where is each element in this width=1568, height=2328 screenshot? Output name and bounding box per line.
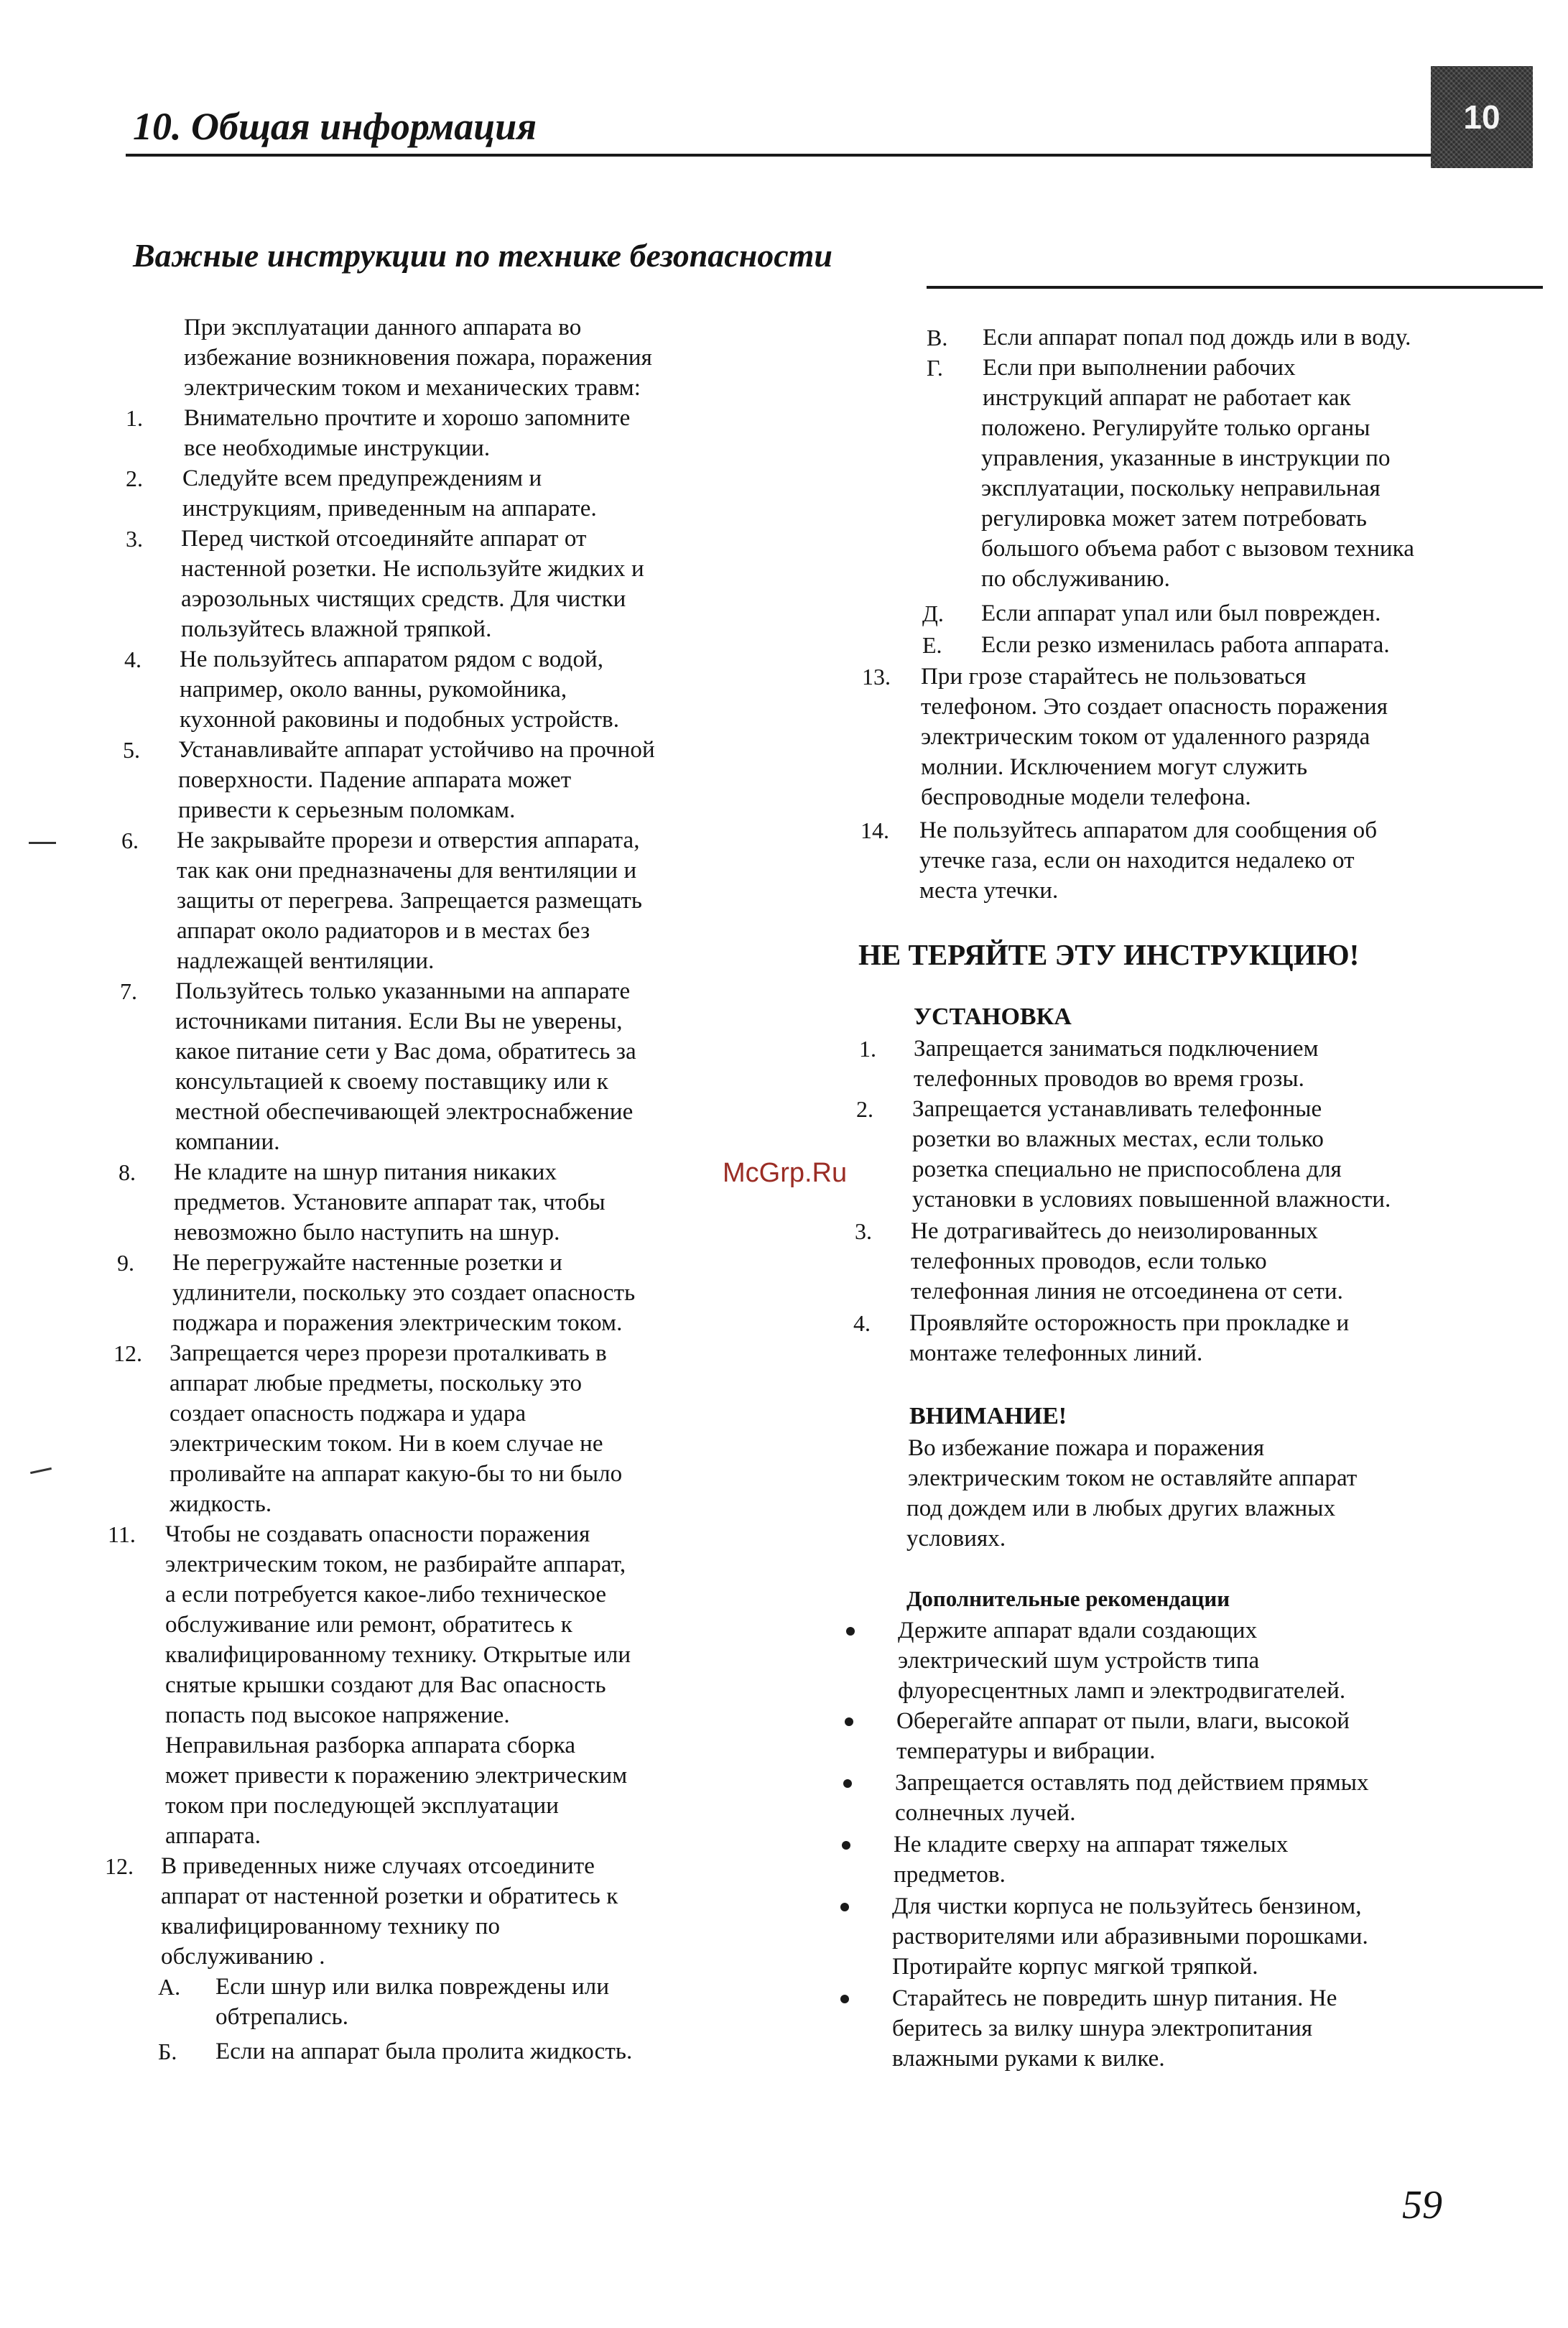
item-line: установки в условиях повышенной влажности. xyxy=(912,1187,1391,1212)
subitem-line: Если шнур или вилка повреждены или xyxy=(215,1974,610,2000)
item-line: Запрещается устанавливать телефонные xyxy=(912,1096,1322,1122)
subitem-line: управления, указанные в инструкции по xyxy=(981,445,1391,471)
item-line: Не дотрагивайтесь до неизолированных xyxy=(911,1218,1318,1244)
item-line: Следуйте всем предупреждениям и xyxy=(182,465,542,491)
chapter-tab xyxy=(1431,66,1533,168)
item-line: Перед чисткой отсоединяйте аппарат от xyxy=(181,526,587,552)
item-line: консультацией к своему поставщику или к xyxy=(175,1069,608,1095)
item-line: Устанавливайте аппарат устойчиво на прочной xyxy=(178,737,655,763)
warning-line: под дождем или в любых других влажных xyxy=(906,1495,1336,1521)
subitem-line: эксплуатации, поскольку неправильная xyxy=(981,476,1381,501)
item-line: аппарата. xyxy=(165,1823,261,1849)
item-line: компании. xyxy=(175,1129,280,1155)
margin-mark xyxy=(29,842,56,844)
chapter-tab-number: 10 xyxy=(1463,98,1500,136)
item-line: попасть под высокое напряжение. xyxy=(165,1702,510,1728)
subitem-letter: А. xyxy=(158,1974,181,2000)
keep-instructions-heading: НЕ ТЕРЯЙТЕ ЭТУ ИНСТРУКЦИЮ! xyxy=(858,938,1360,971)
item-number: 5. xyxy=(123,737,140,763)
item-number: 8. xyxy=(119,1159,136,1185)
item-line: например, около ванны, рукомойника, xyxy=(180,677,567,702)
recommendation-line: Запрещается оставлять под действием прямых xyxy=(895,1770,1369,1796)
item-line: телефонных проводов, если только xyxy=(911,1248,1267,1274)
item-line: В приведенных ниже случаях отсоедините xyxy=(161,1853,595,1879)
bullet xyxy=(840,1903,849,1911)
item-line: розетки во влажных местах, если только xyxy=(912,1126,1324,1152)
item-number: 1. xyxy=(126,405,143,431)
subitem-line: Если на аппарат была пролита жидкость. xyxy=(215,2039,633,2064)
bullet xyxy=(846,1627,855,1636)
item-line: источниками питания. Если Вы не уверены, xyxy=(175,1008,623,1034)
item-line: Запрещается через прорези проталкивать в xyxy=(170,1340,607,1366)
item-line: места утечки. xyxy=(919,878,1059,904)
item-line: аппарат любые предметы, поскольку это xyxy=(170,1371,583,1396)
recommendation-line: беритесь за вилку шнура электропитания xyxy=(892,2016,1313,2041)
item-number: 7. xyxy=(120,978,137,1004)
item-number: 9. xyxy=(117,1250,134,1276)
subitem-letter: Г. xyxy=(927,355,943,381)
item-line: розетка специально не приспособлена для xyxy=(912,1156,1342,1182)
section-title: Важные инструкции по технике безопасности xyxy=(133,237,833,274)
intro-line: электрическим током и механических травм: xyxy=(184,375,641,401)
recommendation-line: солнечных лучей. xyxy=(895,1800,1076,1826)
recommendation-line: влажными руками к вилке. xyxy=(892,2046,1165,2072)
item-line: пользуйтесь влажной тряпкой. xyxy=(181,616,492,642)
item-line: надлежащей вентиляции. xyxy=(177,948,435,974)
item-number: 14. xyxy=(860,817,889,843)
item-line: предметов. Установите аппарат так, чтобы xyxy=(174,1189,606,1215)
item-line: электрическим током. Ни в коем случае не xyxy=(170,1431,603,1457)
item-number: 12. xyxy=(105,1853,134,1879)
item-line: телефонных проводов во время грозы. xyxy=(914,1066,1305,1092)
item-line: телефоном. Это создает опасность поражения xyxy=(921,694,1388,720)
warning-line: Во избежание пожара и поражения xyxy=(908,1435,1265,1461)
recommendation-line: Не кладите сверху на аппарат тяжелых xyxy=(894,1832,1289,1858)
subitem-line: положено. Регулируйте только органы xyxy=(981,415,1370,441)
item-line: Не пользуйтесь аппаратом для сообщения об xyxy=(919,817,1378,843)
recommendation-line: Держите аппарат вдали создающих xyxy=(898,1618,1258,1643)
recommendation-line: предметов. xyxy=(894,1862,1006,1888)
intro-line: избежание возникновения пожара, поражения xyxy=(184,345,652,371)
subitem-line: инструкций аппарат не работает как xyxy=(983,385,1351,411)
item-line: удлинители, поскольку это создает опасность xyxy=(172,1280,636,1306)
item-line: какое питание сети у Вас дома, обратитесь за xyxy=(175,1039,636,1065)
item-line: создает опасность поджара и удара xyxy=(170,1401,526,1427)
item-line: Не закрывайте прорези и отверстия аппарата, xyxy=(177,827,640,853)
item-line: настенной розетки. Не используйте жидких и xyxy=(181,556,644,582)
chapter-title: 10. Общая информация xyxy=(133,105,537,148)
watermark: McGrp.Ru xyxy=(723,1158,848,1188)
item-number: 11. xyxy=(108,1521,136,1547)
warning-heading: ВНИМАНИЕ! xyxy=(909,1403,1067,1429)
item-line: привести к серьезным поломкам. xyxy=(178,797,516,823)
item-number: 2. xyxy=(856,1096,873,1122)
item-line: может привести к поражению электрическим xyxy=(165,1763,628,1789)
subitem-line: обтрепались. xyxy=(215,2004,349,2030)
subitem-letter: В. xyxy=(927,325,948,351)
subitem-letter: Д. xyxy=(922,600,944,626)
recommendation-line: электрический шум устройств типа xyxy=(898,1648,1260,1674)
item-line: электрическим током от удаленного разряда xyxy=(921,724,1370,750)
item-line: снятые крышки создают для Вас опасность xyxy=(165,1672,606,1698)
intro-line: При эксплуатации данного аппарата во xyxy=(184,315,582,340)
item-line: Запрещается заниматься подключением xyxy=(914,1036,1319,1062)
subitem-letter: Е. xyxy=(922,632,942,658)
item-line: монтаже телефонных линий. xyxy=(909,1340,1203,1366)
item-line: кухонной раковины и подобных устройств. xyxy=(180,707,620,733)
item-line: телефонная линия не отсоединена от сети. xyxy=(911,1279,1344,1304)
subitem-line: по обслуживанию. xyxy=(981,566,1170,592)
item-number: 1. xyxy=(859,1036,876,1062)
item-line: квалифицированному технику по xyxy=(161,1914,501,1939)
section-divider xyxy=(927,286,1543,289)
item-number: 4. xyxy=(853,1310,871,1336)
item-line: Проявляйте осторожность при прокладке и xyxy=(909,1310,1350,1336)
item-line: проливайте на аппарат какую-бы то ни было xyxy=(170,1461,623,1487)
item-line: жидкость. xyxy=(170,1491,272,1517)
item-line: квалифицированному технику. Открытые или xyxy=(165,1642,631,1668)
item-line: поверхности. Падение аппарата может xyxy=(178,767,572,793)
chapter-divider xyxy=(126,154,1442,157)
extra-recommendations-heading: Дополнительные рекомендации xyxy=(906,1586,1230,1611)
item-line: При грозе старайтесь не пользоваться xyxy=(921,664,1307,690)
item-line: а если потребуется какое-либо техническое xyxy=(165,1582,607,1608)
subitem-line: Если резко изменилась работа аппарата. xyxy=(981,632,1390,658)
item-line: невозможно было наступить на шнур. xyxy=(174,1220,560,1246)
item-line: Внимательно прочтите и хорошо запомните xyxy=(184,405,631,431)
item-line: Не пользуйтесь аппаратом рядом с водой, xyxy=(180,646,604,672)
item-line: обслуживание или ремонт, обратитесь к xyxy=(165,1612,572,1638)
item-number: 2. xyxy=(126,465,143,491)
page-number: 59 xyxy=(1402,2183,1442,2227)
item-line: защиты от перегрева. Запрещается размещать xyxy=(177,888,643,914)
recommendation-line: флуоресцентных ламп и электродвигателей. xyxy=(898,1678,1346,1704)
bullet xyxy=(840,1995,849,2003)
item-line: беспроводные модели телефона. xyxy=(921,784,1251,810)
warning-line: электрическим током не оставляйте аппарат xyxy=(908,1465,1358,1491)
item-line: молнии. Исключением могут служить xyxy=(921,754,1308,780)
item-number: 4. xyxy=(124,646,142,672)
item-line: Не перегружайте настенные розетки и xyxy=(172,1250,562,1276)
item-line: Пользуйтесь только указанными на аппарате xyxy=(175,978,631,1004)
recommendation-line: Протирайте корпус мягкой тряпкой. xyxy=(892,1954,1258,1980)
item-line: обслуживанию . xyxy=(161,1944,325,1970)
item-line: током при последующей эксплуатации xyxy=(165,1793,559,1819)
item-line: аппарат от настенной розетки и обратитесь к xyxy=(161,1883,618,1909)
item-line: Неправильная разборка аппарата сборка xyxy=(165,1733,576,1758)
subitem-line: Если аппарат попал под дождь или в воду. xyxy=(983,325,1411,351)
bullet xyxy=(843,1779,852,1788)
recommendation-line: температуры и вибрации. xyxy=(896,1738,1156,1764)
item-line: электрическим током, не разбирайте аппарат, xyxy=(165,1552,626,1577)
recommendation-line: Старайтесь не повредить шнур питания. Не xyxy=(892,1985,1337,2011)
item-line: поджара и поражения электрическим током. xyxy=(172,1310,623,1336)
item-line: Чтобы не создавать опасности поражения xyxy=(165,1521,590,1547)
subitem-line: регулировка может затем потребовать xyxy=(981,506,1368,532)
item-line: аэрозольных чистящих средств. Для чистки xyxy=(181,586,626,612)
margin-mark xyxy=(30,1467,52,1474)
warning-line: условиях. xyxy=(906,1526,1006,1552)
recommendation-line: Оберегайте аппарат от пыли, влаги, высокой xyxy=(896,1708,1350,1734)
recommendation-line: растворителями или абразивными порошками. xyxy=(892,1924,1368,1949)
installation-heading: УСТАНОВКА xyxy=(914,1003,1072,1030)
item-number: 3. xyxy=(126,526,143,552)
bullet xyxy=(842,1841,850,1850)
item-number: 6. xyxy=(121,827,139,853)
item-line: местной обеспечивающей электроснабжение xyxy=(175,1099,634,1125)
subitem-line: Если аппарат упал или был поврежден. xyxy=(981,600,1381,626)
item-number: 3. xyxy=(855,1218,872,1244)
item-line: все необходимые инструкции. xyxy=(184,435,491,461)
item-number: 12. xyxy=(113,1340,142,1366)
item-number: 13. xyxy=(862,664,891,690)
subitem-line: большого объема работ с вызовом техника xyxy=(981,536,1415,562)
bullet xyxy=(845,1717,853,1726)
subitem-line: Если при выполнении рабочих xyxy=(983,355,1296,381)
item-line: утечке газа, если он находится недалеко от xyxy=(919,848,1355,873)
item-line: Не кладите на шнур питания никаких xyxy=(174,1159,557,1185)
item-line: так как они предназначены для вентиляции и xyxy=(177,858,637,884)
recommendation-line: Для чистки корпуса не пользуйтесь бензином, xyxy=(892,1893,1362,1919)
subitem-letter: Б. xyxy=(158,2039,177,2064)
item-line: инструкциям, приведенным на аппарате. xyxy=(182,496,597,521)
item-line: аппарат около радиаторов и в местах без xyxy=(177,918,590,944)
